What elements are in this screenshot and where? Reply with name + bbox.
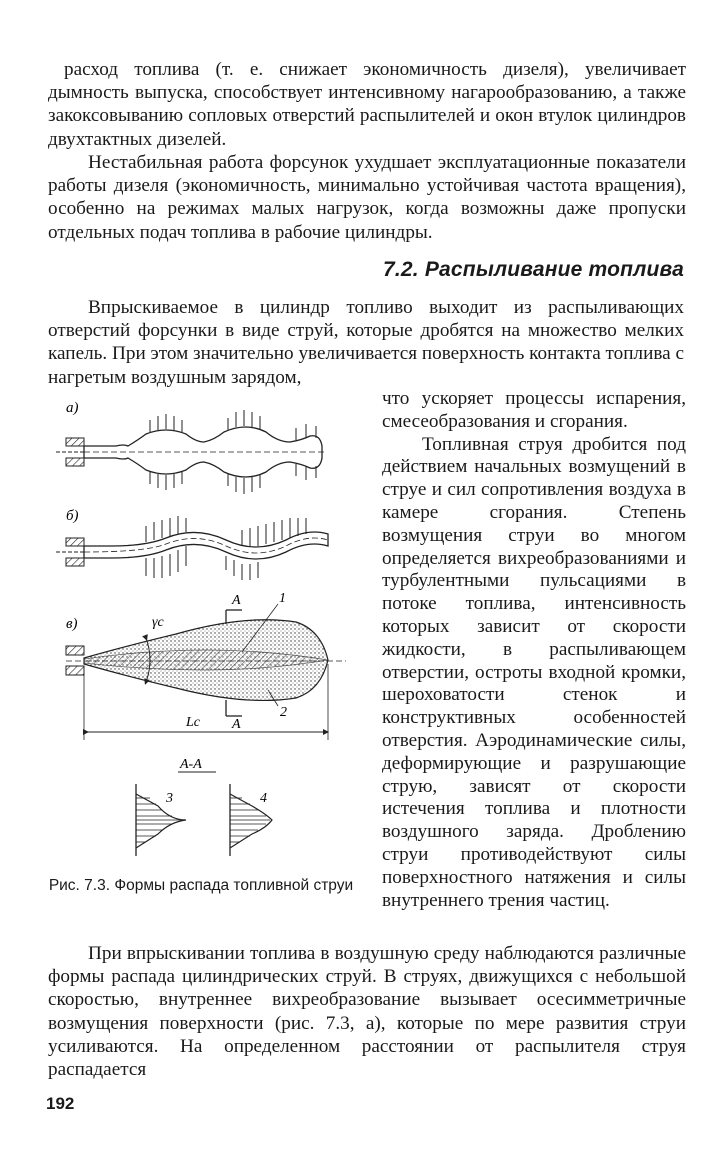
section-marker-A-bottom: A [232,717,241,732]
section-heading: 7.2. Распыливание топлива [382,258,684,281]
callout-1: 1 [279,591,286,606]
paragraph-2: Нестабильная работа форсунок ухудшает эксплуатационные показатели работы дизеля (экономичность, минимально устойчивая частота вращения), особенно на режимах малых нагрузок, когда возможны даже пропуски отдельных подач топлива в рабочие цилиндры. [48,152,686,243]
paragraph-5: При впрыскивании топлива в воздушную среду наблюдаются различные формы распада цилиндрических струй. В струях, движущихся с небольшой скоростью, внутреннее вихреобразование вызывает осесимметричные возмущения поверхности (рис. 7.3, а), которые по мере развития струи усиливаются. На определенном расстоянии от распылителя струя распадается [48,943,686,1081]
nozzle-a [56,438,84,466]
paragraph-1: расход топлива (т. е. снижает экономичность дизеля), увеличивает дымность выпуска, способствует интенсивному нагарообразованию, а также закоксовыванию сопловых отверстий распылителей и окон втулок цилиндров двухтактных дизелей. [48,59,686,150]
nozzle-b [56,538,84,566]
fuel-jet-breakup-diagram [46,400,376,860]
nozzle-v [66,646,84,675]
section-marker-A-top: A [232,593,241,608]
gamma-c-label: γc [152,615,164,630]
lc-dimension-label: Lc [186,715,200,730]
velocity-profile-4 [230,784,272,856]
right-column-text [382,388,686,912]
callout-2: 2 [280,705,287,720]
figure-label-v: в) [66,616,78,632]
figure-label-b: б) [66,508,79,524]
page-number: 192 [46,1094,75,1113]
figure-7-3 [46,400,376,860]
figure-caption: Рис. 7.3. Формы распада топливной струи [48,877,354,894]
paragraph-4: Топливная струя дробится под действием начальных возмущений в струе и сил сопротивления воздуха в камере сгорания. Степень возмущения струи во многом определяется вихреобразованиями и турбулентными пульсациями в потоке топлива, интенсивность которых зависит от скорости жидкости, в распыливающем отверстии, остроты входной кромки, шероховатости стенок и конструктивных особенностей отверстия. Аэродинамические силы, деформирующие и разрушающие струю, зависят от скорости истечения топлива и плотности воздушного заряда. Дроблению струи противодействуют силы поверхностного натяжения и силы внутреннего трения частиц. [382,433,686,911]
velocity-profile-3 [136,784,186,856]
jet-b-sinuous [84,532,328,559]
paragraph-3-continuation: что ускоряет процессы испарения, смесеобразования и сгорания. [382,388,686,432]
section-aa-label: A-A [180,757,202,772]
callout-3: 3 [166,791,173,806]
paragraph-3: Впрыскиваемое в цилиндр топливо выходит из распыливающих отверстий форсунки в виде струй, которые дробятся на множество мелких капель. При этом значительно увеличивается поверхность контакта топлива с нагретым воздушным зарядом, [48,297,684,388]
callout-4: 4 [260,791,267,806]
figure-label-a: а) [66,400,79,416]
